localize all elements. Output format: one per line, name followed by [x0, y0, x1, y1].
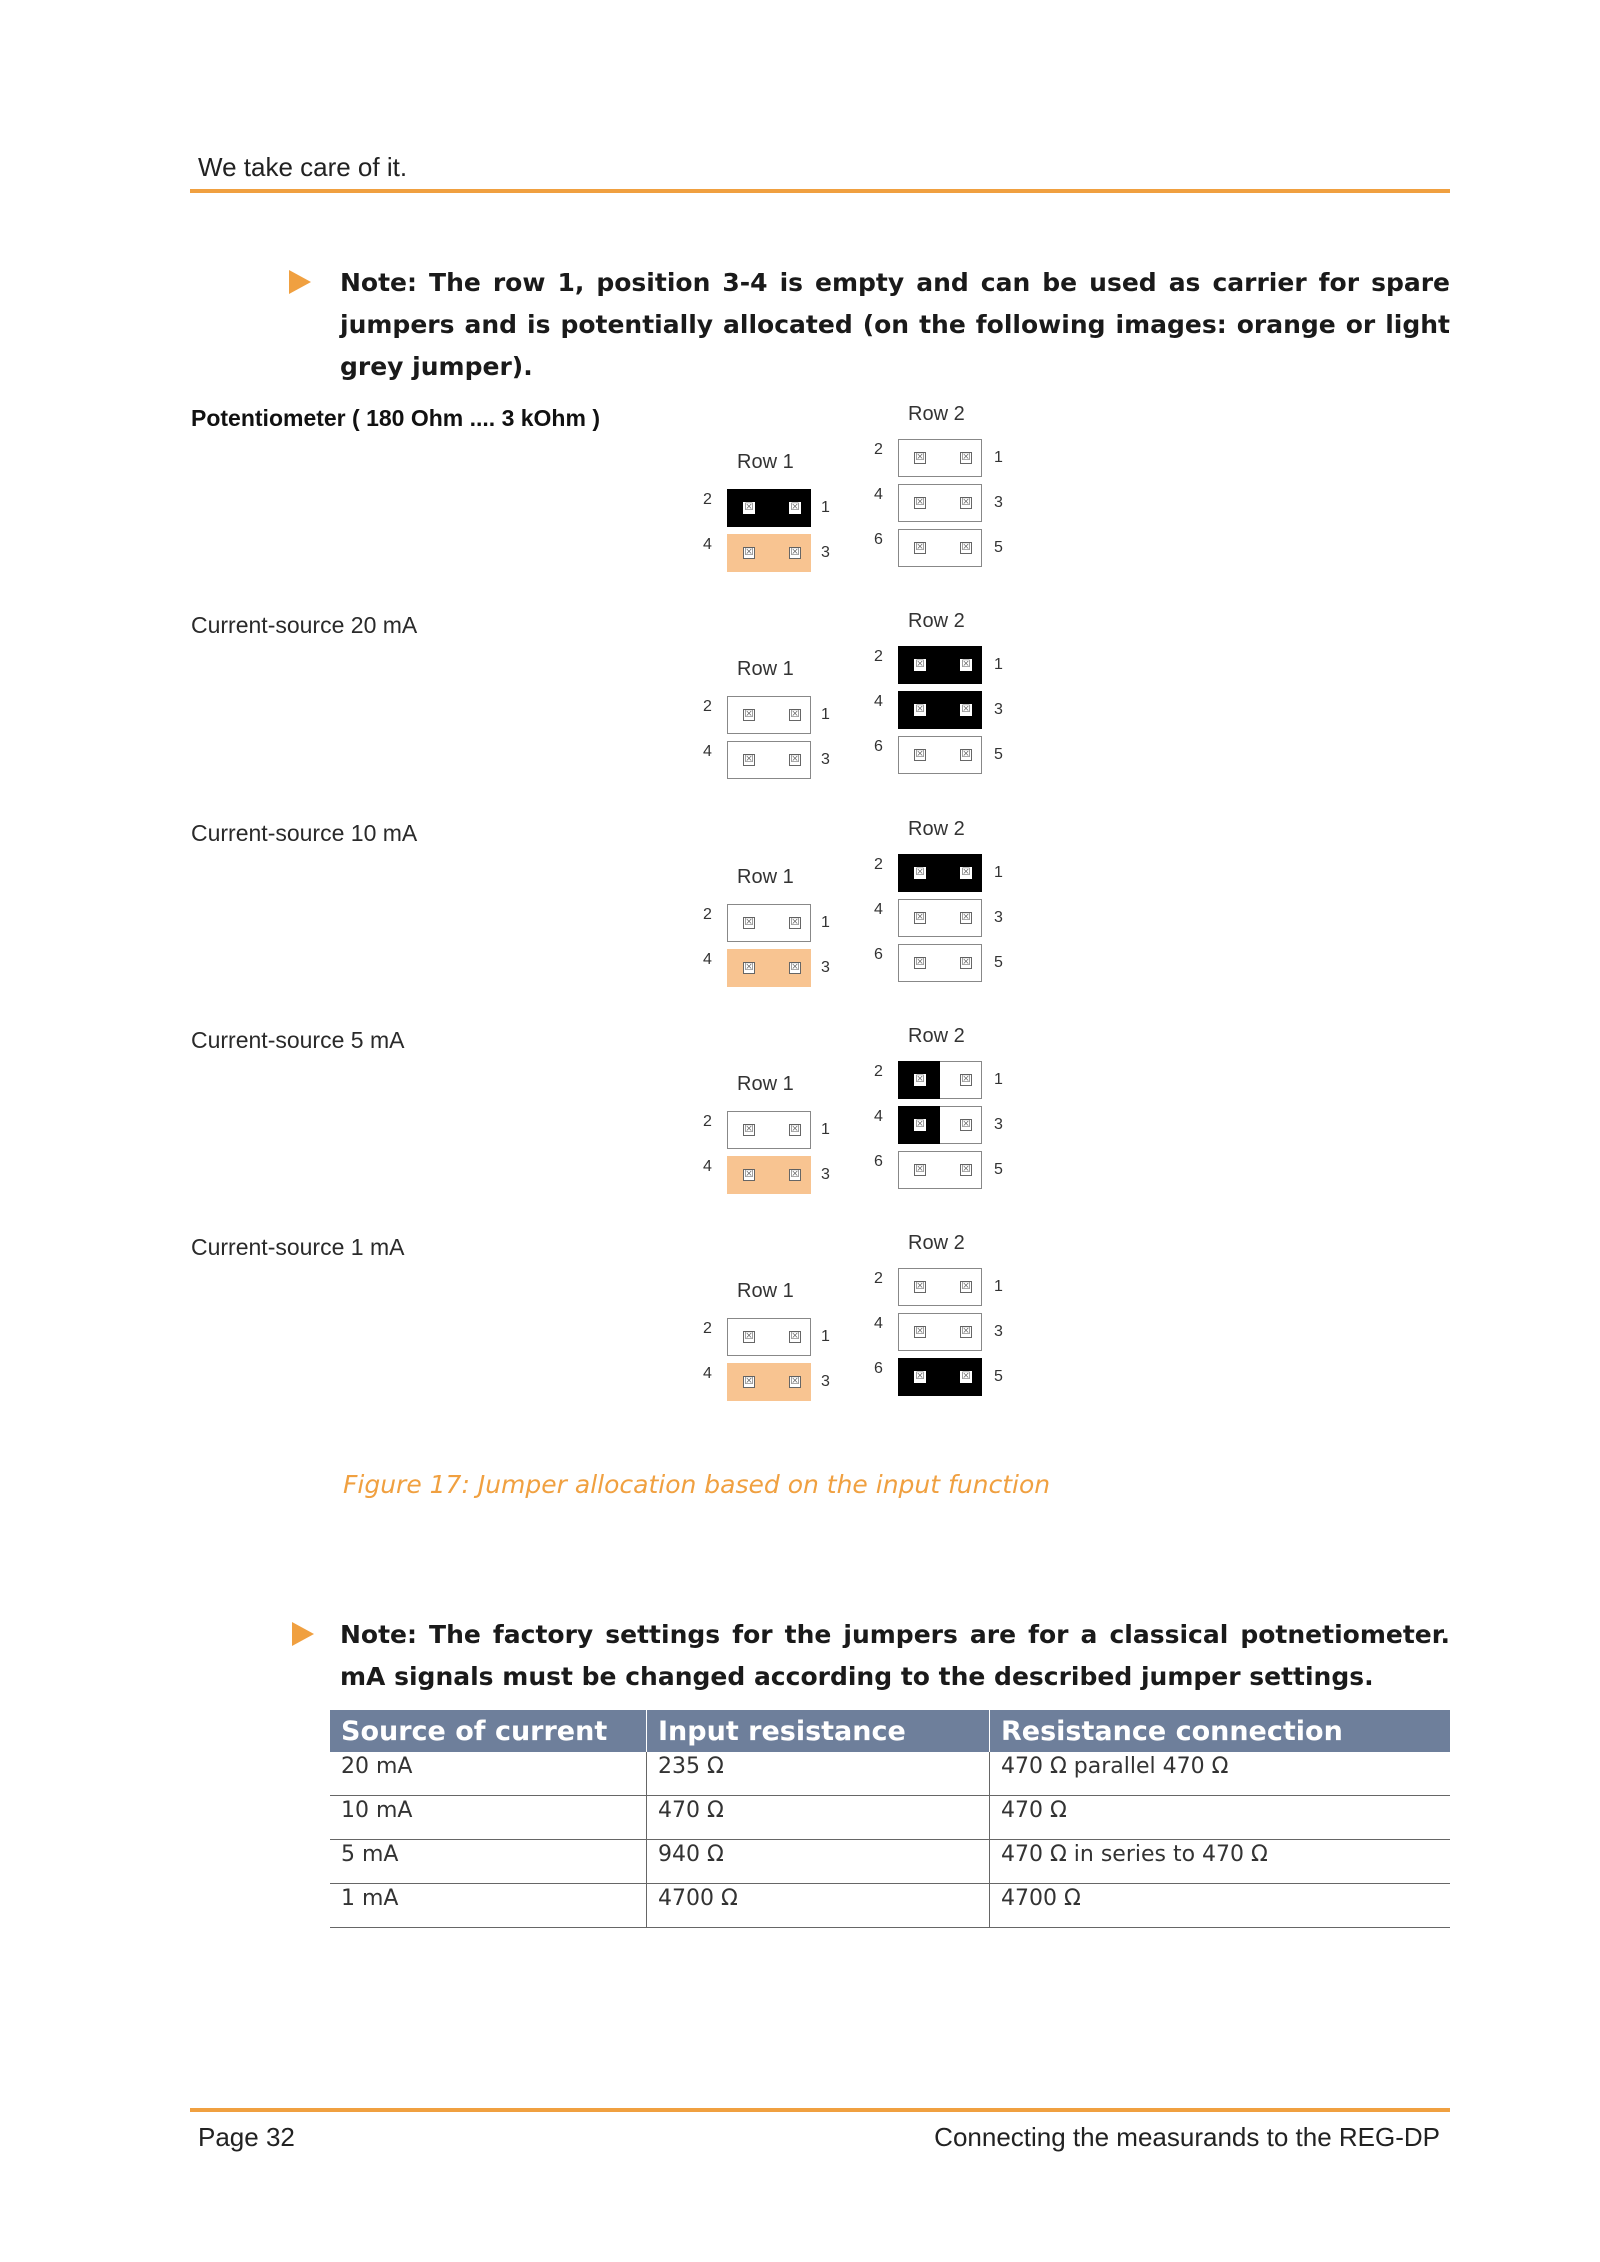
jumper-pin-icon: ☒	[790, 502, 800, 513]
pin-number: 1	[821, 1121, 830, 1138]
jumper-pin-icon: ☒	[744, 1376, 754, 1387]
jumper-pin-icon: ☒	[961, 749, 971, 760]
col-header-resistance-connection: Resistance connection	[990, 1710, 1451, 1752]
jumper-position	[898, 646, 982, 684]
pin-number: 4	[703, 1158, 712, 1175]
jumper-pin-icon: ☒	[915, 749, 925, 760]
pin-number: 2	[703, 906, 712, 923]
pin-number: 5	[994, 954, 1003, 971]
pin-number: 6	[874, 946, 883, 963]
pin-number: 3	[994, 1323, 1003, 1340]
pin-number: 3	[994, 701, 1003, 718]
pin-number: 1	[994, 656, 1003, 673]
jumper-position	[727, 741, 811, 779]
table-cell: 470 Ω parallel 470 Ω	[990, 1752, 1451, 1796]
table-row	[330, 1884, 1450, 1928]
jumper-pin-icon: ☒	[915, 497, 925, 508]
jumper-pin-icon: ☒	[744, 754, 754, 765]
jumper-position	[898, 1268, 982, 1306]
jumper-position	[898, 1358, 982, 1396]
note-arrow-icon	[289, 270, 311, 294]
jumper-position	[898, 529, 982, 567]
note-arrow-icon	[292, 1622, 314, 1646]
jumper-pin-icon: ☒	[915, 1371, 925, 1382]
jumper-position	[727, 534, 811, 572]
jumper-pin-icon: ☒	[961, 867, 971, 878]
figure-caption: Figure 17: Jumper allocation based on the input function	[343, 1470, 1051, 1499]
footer-rule	[190, 2108, 1450, 2112]
jumper-pin-icon: ☒	[915, 704, 925, 715]
jumper-pin-icon: ☒	[915, 452, 925, 463]
jumper-position	[898, 1106, 982, 1144]
note-spare-jumpers: Note: The row 1, position 3-4 is empty and can be used as carrier for spare jumpers and is potentially allocated (on the following images: orange or light grey jumper).	[340, 268, 1450, 381]
row2-title: Row 2	[908, 1025, 965, 1047]
jumper-pin-icon: ☒	[915, 867, 925, 878]
pin-number: 2	[874, 1270, 883, 1287]
jumper-position	[727, 1318, 811, 1356]
col-header-input-resistance: Input resistance	[647, 1710, 990, 1752]
jumper-position	[898, 736, 982, 774]
jumper-pin-icon: ☒	[915, 1074, 925, 1085]
jumper-pin-icon: ☒	[961, 542, 971, 553]
pin-number: 5	[994, 746, 1003, 763]
pin-number: 2	[874, 1063, 883, 1080]
jumper-pin-icon: ☒	[915, 659, 925, 670]
pin-number: 3	[821, 751, 830, 768]
jumper-pin-icon: ☒	[961, 1119, 971, 1130]
pin-number: 5	[994, 1161, 1003, 1178]
pin-number: 3	[994, 1116, 1003, 1133]
pin-number: 2	[703, 1113, 712, 1130]
row1-title: Row 1	[737, 1280, 794, 1302]
jumper-pin-icon: ☒	[915, 957, 925, 968]
jumper-pin-icon: ☒	[961, 1326, 971, 1337]
table-cell: 470 Ω	[647, 1796, 990, 1840]
row2-title: Row 2	[908, 610, 965, 632]
jumper-pin-icon: ☒	[744, 962, 754, 973]
header-rule	[190, 189, 1450, 193]
pin-number: 2	[874, 441, 883, 458]
pin-number: 4	[874, 1315, 883, 1332]
table-cell: 940 Ω	[647, 1840, 990, 1884]
jumper-position	[727, 489, 811, 527]
row2-title: Row 2	[908, 403, 965, 425]
jumper-position	[898, 899, 982, 937]
table-cell: 20 mA	[330, 1752, 647, 1796]
jumper-pin-icon: ☒	[915, 1164, 925, 1175]
pin-number: 1	[994, 449, 1003, 466]
jumper-pin-icon: ☒	[790, 1169, 800, 1180]
config-label: Potentiometer ( 180 Ohm .... 3 kOhm )	[191, 405, 600, 431]
jumper-pin-icon: ☒	[915, 912, 925, 923]
pin-number: 5	[994, 539, 1003, 556]
pin-number: 3	[994, 909, 1003, 926]
table-cell: 4700 Ω	[647, 1884, 990, 1928]
note-factory-settings: Note: The factory settings for the jumpers are for a classical potnetiometer. mA signals must be changed according to the described jumper settings.	[340, 1620, 1450, 1691]
jumper-pin-icon: ☒	[744, 1169, 754, 1180]
pin-number: 5	[994, 1368, 1003, 1385]
pin-number: 2	[703, 698, 712, 715]
jumper-position	[898, 854, 982, 892]
jumper-pin-icon: ☒	[961, 704, 971, 715]
jumper-pin-icon: ☒	[961, 957, 971, 968]
table-row	[330, 1796, 1450, 1840]
jumper-pin-icon: ☒	[961, 1281, 971, 1292]
jumper-position	[898, 484, 982, 522]
pin-number: 1	[994, 864, 1003, 881]
pin-number: 2	[703, 1320, 712, 1337]
table-row	[330, 1752, 1450, 1796]
jumper-pin-icon: ☒	[915, 542, 925, 553]
jumper-pin-icon: ☒	[961, 1074, 971, 1085]
jumper-position	[898, 1061, 982, 1099]
jumper-pin-icon: ☒	[790, 962, 800, 973]
pin-number: 1	[821, 1328, 830, 1345]
pin-number: 3	[994, 494, 1003, 511]
pin-number: 1	[821, 914, 830, 931]
jumper-pin-icon: ☒	[961, 1371, 971, 1382]
pin-number: 6	[874, 531, 883, 548]
jumper-pin-icon: ☒	[744, 547, 754, 558]
config-label: Current-source 5 mA	[191, 1027, 405, 1053]
row1-title: Row 1	[737, 866, 794, 888]
pin-number: 2	[703, 491, 712, 508]
pin-number: 1	[821, 499, 830, 516]
jumper-pin-icon: ☒	[790, 547, 800, 558]
pin-number: 1	[994, 1071, 1003, 1088]
jumper-pin-icon: ☒	[790, 917, 800, 928]
table-cell: 235 Ω	[647, 1752, 990, 1796]
jumper-pin-icon: ☒	[790, 1331, 800, 1342]
jumper-pin-icon: ☒	[790, 709, 800, 720]
pin-number: 4	[703, 536, 712, 553]
pin-number: 6	[874, 1360, 883, 1377]
resistance-table	[330, 1710, 1450, 1928]
config-label: Current-source 1 mA	[191, 1234, 405, 1260]
pin-number: 2	[874, 856, 883, 873]
jumper-position	[898, 944, 982, 982]
jumper-position	[898, 1313, 982, 1351]
table-row	[330, 1840, 1450, 1884]
row1-title: Row 1	[737, 1073, 794, 1095]
pin-number: 3	[821, 959, 830, 976]
jumper-pin-icon: ☒	[790, 1376, 800, 1387]
table-cell: 10 mA	[330, 1796, 647, 1840]
section-title: Connecting the measurands to the REG-DP	[934, 2122, 1440, 2152]
pin-number: 4	[703, 743, 712, 760]
jumper-pin-icon: ☒	[961, 452, 971, 463]
jumper-pin-icon: ☒	[915, 1119, 925, 1130]
pin-number: 6	[874, 1153, 883, 1170]
jumper-pin-icon: ☒	[961, 497, 971, 508]
jumper-position	[727, 1363, 811, 1401]
pin-number: 4	[703, 951, 712, 968]
jumper-pin-icon: ☒	[915, 1326, 925, 1337]
pin-number: 4	[874, 1108, 883, 1125]
pin-number: 1	[994, 1278, 1003, 1295]
table-cell: 4700 Ω	[990, 1884, 1451, 1928]
jumper-position	[727, 949, 811, 987]
jumper-pin-icon: ☒	[961, 659, 971, 670]
jumper-pin-icon: ☒	[961, 1164, 971, 1175]
jumper-pin-icon: ☒	[915, 1281, 925, 1292]
pin-number: 4	[874, 693, 883, 710]
jumper-position	[898, 691, 982, 729]
jumper-pin-icon: ☒	[744, 709, 754, 720]
jumper-position	[727, 904, 811, 942]
pin-number: 4	[703, 1365, 712, 1382]
pin-number: 1	[821, 706, 830, 723]
row1-title: Row 1	[737, 451, 794, 473]
jumper-pin-icon: ☒	[790, 754, 800, 765]
table-cell: 470 Ω	[990, 1796, 1451, 1840]
row2-title: Row 2	[908, 1232, 965, 1254]
jumper-position	[727, 696, 811, 734]
table-cell: 5 mA	[330, 1840, 647, 1884]
jumper-pin-icon: ☒	[744, 502, 754, 513]
page-number: Page 32	[198, 2122, 295, 2152]
row2-title: Row 2	[908, 818, 965, 840]
config-label: Current-source 20 mA	[191, 612, 418, 638]
pin-number: 3	[821, 1373, 830, 1390]
jumper-pin-icon: ☒	[744, 917, 754, 928]
table-header-row	[330, 1710, 1450, 1752]
config-label: Current-source 10 mA	[191, 820, 418, 846]
row1-title: Row 1	[737, 658, 794, 680]
table-cell: 470 Ω in series to 470 Ω	[990, 1840, 1451, 1884]
jumper-pin-icon: ☒	[744, 1124, 754, 1135]
jumper-pin-icon: ☒	[961, 912, 971, 923]
jumper-position	[727, 1111, 811, 1149]
jumper-position	[727, 1156, 811, 1194]
jumper-pin-icon: ☒	[744, 1331, 754, 1342]
pin-number: 6	[874, 738, 883, 755]
col-header-source: Source of current	[330, 1710, 647, 1752]
pin-number: 3	[821, 1166, 830, 1183]
pin-number: 4	[874, 486, 883, 503]
pin-number: 4	[874, 901, 883, 918]
jumper-position	[898, 1151, 982, 1189]
table-cell: 1 mA	[330, 1884, 647, 1928]
jumper-position	[898, 439, 982, 477]
pin-number: 3	[821, 544, 830, 561]
header-tagline: We take care of it.	[198, 152, 408, 182]
jumper-pin-icon: ☒	[790, 1124, 800, 1135]
pin-number: 2	[874, 648, 883, 665]
